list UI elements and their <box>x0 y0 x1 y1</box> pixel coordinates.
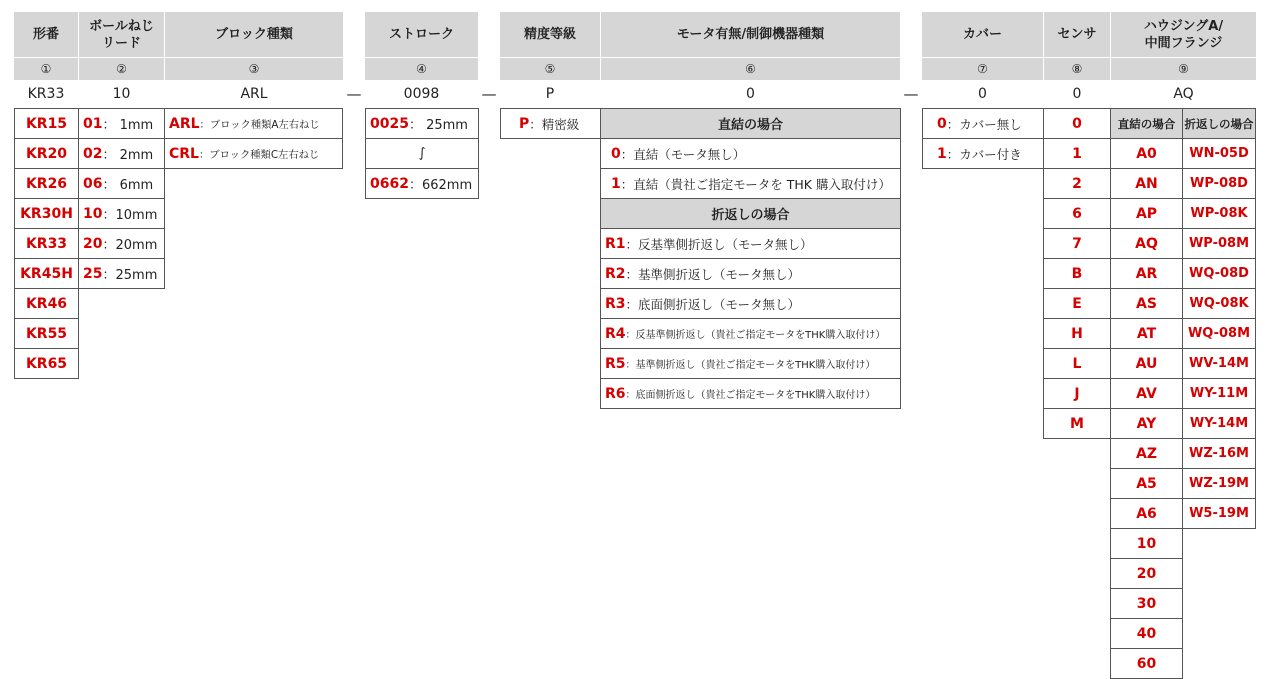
block-code: CRL <box>169 145 199 162</box>
header-block <box>165 12 343 57</box>
motor-desc: ：直結（モータ無し） <box>620 146 746 162</box>
housing-direct-option: 20 <box>1110 558 1183 589</box>
column-number: ⑦ <box>922 57 1043 80</box>
example-precision: P <box>545 86 555 102</box>
lead-value: ：25mm <box>102 268 158 283</box>
motor-direct-title: 直結の場合 <box>600 108 901 139</box>
header-stroke-label: ストローク <box>388 27 454 42</box>
model-option: KR20 <box>14 138 79 169</box>
cover-desc: ：カバー無し <box>946 116 1022 132</box>
column-number: ① <box>14 57 78 80</box>
stroke-min-code: 0025 <box>370 115 409 132</box>
motor-option <box>600 168 901 199</box>
motor-code: 0 <box>611 145 621 162</box>
block-desc: ：ブロック種類C左右ねじ <box>198 149 320 161</box>
lead-option <box>78 258 165 289</box>
header-stroke <box>365 12 478 57</box>
column-number: ④ <box>365 57 478 80</box>
housing-direct-list <box>1110 108 1183 679</box>
stroke-max-code: 0662 <box>370 175 409 192</box>
lead-value: ：10mm <box>102 208 158 223</box>
range-tilde: ∫ <box>418 146 426 161</box>
housing-fold-option: WV-14M <box>1182 348 1256 379</box>
housing-fold-option: WZ-16M <box>1182 438 1256 469</box>
motor-code: R6 <box>605 385 626 402</box>
housing-direct-option: AY <box>1110 408 1183 439</box>
header-block-label: ブロック種類 <box>215 27 293 42</box>
motor-option <box>600 288 901 319</box>
header-precision <box>500 12 600 57</box>
model-option: KR15 <box>14 108 79 139</box>
housing-direct-option: AZ <box>1110 438 1183 469</box>
housing-direct-option: A6 <box>1110 498 1183 529</box>
example-block: ARL <box>240 86 268 102</box>
column-number: ② <box>79 57 164 80</box>
motor-code: R2 <box>605 265 626 282</box>
cover-option <box>922 138 1044 169</box>
housing-direct-option: 40 <box>1110 618 1183 649</box>
block-desc: ：ブロック種類A左右ねじ <box>199 119 320 131</box>
column-number: ⑧ <box>1044 57 1110 80</box>
header-sensor <box>1044 12 1110 57</box>
housing-fold-option: W5-19M <box>1182 498 1256 529</box>
housing-fold-option: WY-14M <box>1182 408 1256 439</box>
motor-code: 1 <box>611 175 621 192</box>
header-motor-label: モータ有無/制御機器種類 <box>676 27 825 42</box>
model-list <box>14 108 79 379</box>
housing-fold-list <box>1182 108 1256 529</box>
motor-table <box>600 108 901 409</box>
housing-direct-option: 10 <box>1110 528 1183 559</box>
lead-option <box>78 198 165 229</box>
housing-direct-option: A0 <box>1110 138 1183 169</box>
housing-fold-option: WP-08D <box>1182 168 1256 199</box>
block-option <box>164 108 343 139</box>
stroke-list <box>365 108 479 199</box>
model-option: KR65 <box>14 348 79 379</box>
header-housing-line2: 中間フランジ <box>1144 35 1223 51</box>
stroke-range-mark <box>365 138 479 169</box>
sensor-option: H <box>1043 318 1111 349</box>
block-code: ARL <box>169 115 200 132</box>
motor-code: R1 <box>605 235 626 252</box>
column-number: ⑨ <box>1111 57 1256 80</box>
example-separator: — <box>481 85 497 103</box>
housing-direct-option: AR <box>1110 258 1183 289</box>
lead-option <box>78 168 165 199</box>
motor-fold-title: 折返しの場合 <box>600 198 901 229</box>
cover-code: 0 <box>937 115 947 132</box>
header-sensor-label: センサ <box>1057 27 1097 42</box>
motor-desc: ：底面側折返し（貴社ご指定モータをTHK購入取付け） <box>625 390 876 401</box>
lead-list <box>78 108 165 289</box>
sensor-option: 0 <box>1043 108 1111 139</box>
lead-code: 01 <box>83 115 103 132</box>
example-lead: 10 <box>112 86 131 102</box>
sensor-option: 6 <box>1043 198 1111 229</box>
lead-code: 02 <box>83 145 103 162</box>
housing-fold-option: WQ-08K <box>1182 288 1256 319</box>
block-list <box>164 108 343 169</box>
example-motor: 0 <box>746 86 755 102</box>
precision-desc: ：精密級 <box>529 116 580 132</box>
example-stroke: 0098 <box>403 86 440 102</box>
sensor-option: 7 <box>1043 228 1111 259</box>
motor-desc: ：反基準側折返し（貴社ご指定モータをTHK購入取付け） <box>625 330 886 341</box>
header-housing-line1: ハウジングA/ <box>1143 18 1224 34</box>
sensor-list <box>1043 108 1111 439</box>
housing-direct-option: A5 <box>1110 468 1183 499</box>
header-lead-line2: リード <box>101 35 141 51</box>
precision-option <box>500 108 601 139</box>
model-option: KR33 <box>14 228 79 259</box>
lead-value: ： 1mm <box>102 118 154 133</box>
motor-option <box>600 228 901 259</box>
housing-direct-option: AV <box>1110 378 1183 409</box>
motor-code: R3 <box>605 295 626 312</box>
header-lead-line1: ボールねじ <box>89 18 154 34</box>
housing-fold-option: WP-08K <box>1182 198 1256 229</box>
motor-desc: ：基準側折返し（モータ無し） <box>625 266 801 282</box>
motor-option <box>600 318 901 349</box>
model-option: KR45H <box>14 258 79 289</box>
cover-code: 1 <box>937 145 947 162</box>
lead-value: ： 2mm <box>102 148 154 163</box>
example-separator: — <box>903 85 919 103</box>
column-number: ③ <box>165 57 343 80</box>
stroke-min <box>365 108 479 139</box>
header-precision-label: 精度等級 <box>523 27 576 42</box>
housing-fold-option: WZ-19M <box>1182 468 1256 499</box>
column-number: ⑥ <box>601 57 900 80</box>
sensor-option: J <box>1043 378 1111 409</box>
housing-fold-option: WQ-08D <box>1182 258 1256 289</box>
housing-fold-option: WN-05D <box>1182 138 1256 169</box>
housing-direct-option: AT <box>1110 318 1183 349</box>
housing-direct-option: AN <box>1110 168 1183 199</box>
precision-code: P <box>519 115 530 132</box>
example-cover: 0 <box>978 86 987 102</box>
cover-desc: ：カバー付き <box>946 146 1022 162</box>
motor-option <box>600 378 901 409</box>
cover-list <box>922 108 1044 169</box>
lead-code: 06 <box>83 175 103 192</box>
example-separator: — <box>346 85 362 103</box>
housing-direct-option: AU <box>1110 348 1183 379</box>
lead-option <box>78 228 165 259</box>
example-model: KR33 <box>27 86 65 102</box>
housing-fold-option: WY-11M <box>1182 378 1256 409</box>
motor-desc: ：基準側折返し（貴社ご指定モータをTHK購入取付け） <box>625 360 876 371</box>
block-option <box>164 138 343 169</box>
stroke-max-value: ：662mm <box>408 178 473 193</box>
lead-code: 25 <box>83 265 103 282</box>
motor-option <box>600 138 901 169</box>
header-motor <box>601 12 900 57</box>
motor-code: R4 <box>605 325 626 342</box>
header-lead <box>79 12 164 57</box>
lead-value: ：20mm <box>102 238 158 253</box>
housing-direct-option: AQ <box>1110 228 1183 259</box>
header-model-label: 形番 <box>32 27 59 42</box>
lead-value: ： 6mm <box>102 178 154 193</box>
motor-code: R5 <box>605 355 626 372</box>
motor-option <box>600 258 901 289</box>
sensor-option: M <box>1043 408 1111 439</box>
housing-direct-option: AP <box>1110 198 1183 229</box>
motor-desc: ：直結（貴社ご指定モータを THK 購入取付け） <box>620 176 891 192</box>
housing-direct-option: AS <box>1110 288 1183 319</box>
sensor-option: 1 <box>1043 138 1111 169</box>
housing-fold-option: WP-08M <box>1182 228 1256 259</box>
housing-fold-title: 折返しの場合 <box>1182 108 1256 139</box>
header-cover <box>922 12 1043 57</box>
sensor-option: 2 <box>1043 168 1111 199</box>
column-number: ⑤ <box>500 57 600 80</box>
stroke-min-value: ： 25mm <box>408 118 468 133</box>
motor-option <box>600 348 901 379</box>
motor-desc: ：底面側折返し（モータ無し） <box>625 296 801 312</box>
housing-direct-option: 60 <box>1110 648 1183 679</box>
example-sensor: 0 <box>1072 86 1082 102</box>
header-cover-label: カバー <box>962 27 1002 42</box>
lead-option <box>78 108 165 139</box>
model-option: KR55 <box>14 318 79 349</box>
stroke-max <box>365 168 479 199</box>
housing-fold-option: WQ-08M <box>1182 318 1256 349</box>
housing-direct-option: 30 <box>1110 588 1183 619</box>
lead-code: 20 <box>83 235 103 252</box>
motor-desc: ：反基準側折返し（モータ無し） <box>625 236 813 252</box>
lead-code: 10 <box>83 205 103 222</box>
cover-option <box>922 108 1044 139</box>
model-option: KR30H <box>14 198 79 229</box>
precision-list <box>500 108 601 139</box>
model-option: KR26 <box>14 168 79 199</box>
header-housing <box>1111 12 1256 57</box>
sensor-option: E <box>1043 288 1111 319</box>
model-option: KR46 <box>14 288 79 319</box>
header-model <box>14 12 78 57</box>
lead-option <box>78 138 165 169</box>
example-housing: AQ <box>1173 86 1194 102</box>
housing-direct-title: 直結の場合 <box>1110 108 1183 139</box>
sensor-option: B <box>1043 258 1111 289</box>
sensor-option: L <box>1043 348 1111 379</box>
